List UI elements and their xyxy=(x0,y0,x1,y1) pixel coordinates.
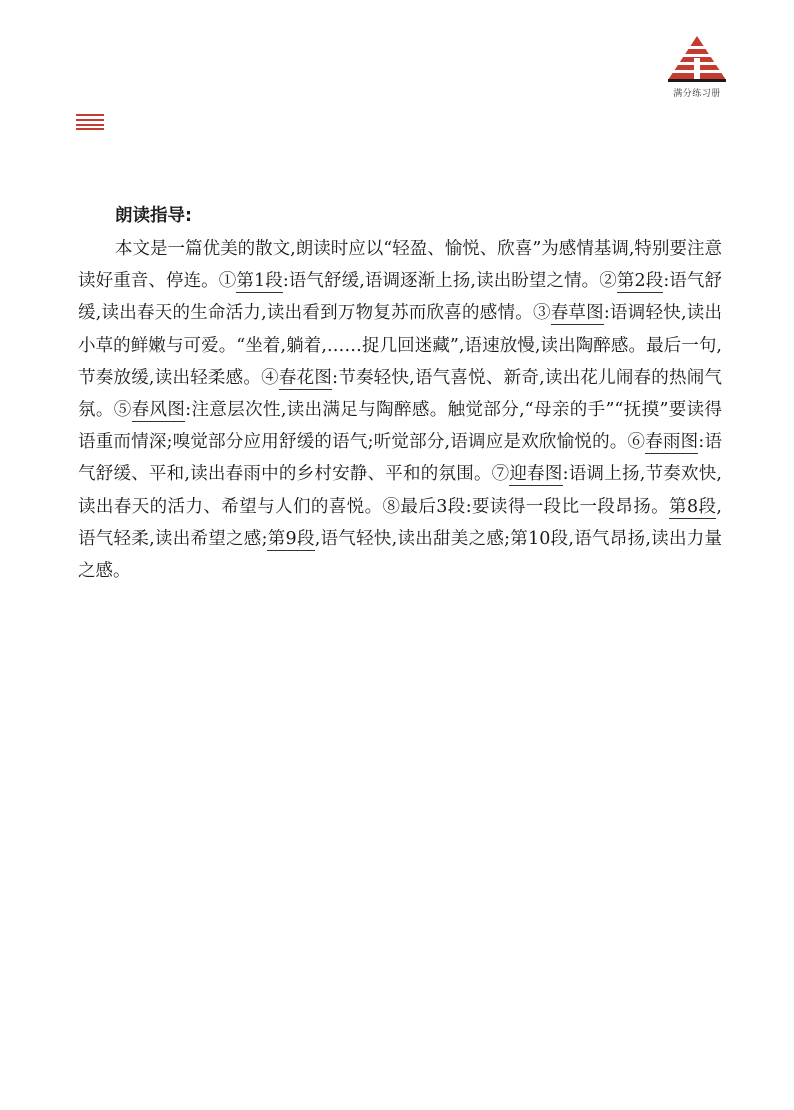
text-run: :节奏轻快,语气喜悦、新奇,读出花儿闹春的热闹气氛。⑤ xyxy=(78,367,722,421)
guide-paragraph xyxy=(78,233,722,587)
logo-text: 满分练习册 xyxy=(673,89,721,99)
underlined-term: 第8段 xyxy=(669,496,717,517)
pyramid-icon xyxy=(664,34,730,84)
text-run: :语气舒缓,语调逐渐上扬,读出盼望之情。② xyxy=(282,271,617,292)
underlined-term: 第2段 xyxy=(616,271,664,292)
text-run: ,语气轻柔,读出希望之感; xyxy=(78,496,722,549)
text-run: :注意层次性,读出满足与陶醉感。触觉部分,“母亲的手”“抚摸”要读得语重而情深;嗅觉部分应用舒缓的语气;听觉部分,语调应是欢欣愉悦的。⑥ xyxy=(78,400,723,453)
underlined-term: 迎春图 xyxy=(509,464,563,485)
underlined-term: 春草图 xyxy=(550,303,604,324)
underlined-term: 春花图 xyxy=(278,367,333,388)
underlined-term: 第1段 xyxy=(236,271,283,292)
text-run: :语气舒缓、平和,读出春雨中的乡村安静、平和的氛围。⑦ xyxy=(78,432,723,485)
text-run: :语气舒缓,读出春天的生命活力,读出看到万物复苏而欣喜的感情。③ xyxy=(78,271,722,324)
text-run: 本文是一篇优美的散文,朗读时应以“轻盈、愉悦、欣喜”为感情基调,特别要注意读好重音、停连。① xyxy=(78,239,722,292)
text-run: ,语气轻快,读出甜美之感;第10段,语气昂扬,读出力量之感。 xyxy=(78,528,722,582)
underlined-term: 春风图 xyxy=(131,400,186,421)
section-heading: 朗读指导: xyxy=(115,206,192,226)
text-run: :语调上扬,节奏欢快,读出春天的活力、希望与人们的喜悦。⑧最后3段:要读得一段比一段昂扬。 xyxy=(78,464,722,517)
section-marker-icon xyxy=(76,114,104,130)
publisher-logo xyxy=(664,34,730,98)
underlined-term: 第9段 xyxy=(267,528,315,549)
underlined-term: 春雨图 xyxy=(645,432,699,453)
reading-guide xyxy=(78,199,722,587)
text-run: :语调轻快,读出小草的鲜嫩与可爱。“坐着,躺着,……捉几回迷藏”,语速放慢,读出陶醉感。最后一句,节奏放缓,读出轻柔感。④ xyxy=(78,303,722,388)
